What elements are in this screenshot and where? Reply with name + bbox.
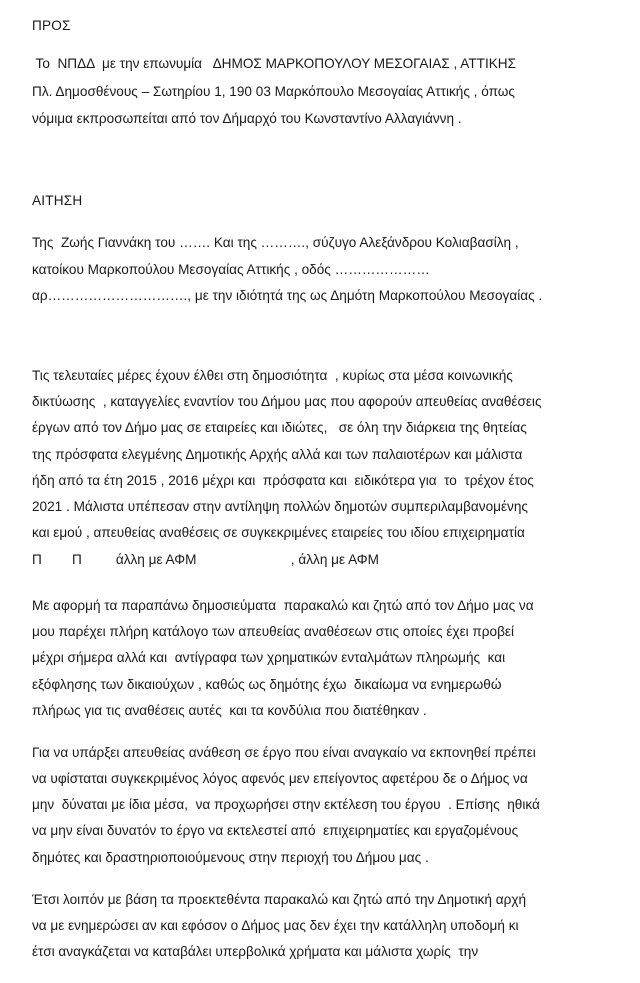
application-heading: ΑΙΤΗΣΗ — [32, 193, 83, 208]
paragraph3-line-2: να υφίσταται συγκεκριμένος λόγος αφενός μεν επείγοντος αφετέρου δε ο Δήμος να — [32, 771, 528, 786]
applicant-line-2: κατοίκου Μαρκοπούλου Μεσογαίας Αττικής , οδός ………………… — [32, 262, 430, 277]
paragraph3-line-4: να μην είναι δυνατόν το έργο να εκτελεστεί από επιχειρηματίες και εργαζομένους — [32, 823, 519, 838]
paragraph3-line-3: μην δύναται με ίδια μέσα, να προχωρήσει στην εκτέλεση του έργου . Επίσης ηθικά — [32, 797, 540, 812]
paragraph3-line-5: δημότες και δραστηριοποιούμενους στην περιοχή του Δήμου μας . — [32, 850, 429, 865]
paragraph1-line-7: και εμού , απευθείας αναθέσεις σε συγκεκριμένες εταιρείες του ιδίου επιχειρηματία — [32, 525, 525, 540]
paragraph1-line-3: έργων από τον Δήμο μας σε εταιρείες και ιδιώτες, σε όλη την διάρκεια της θητείας — [32, 420, 527, 435]
applicant-line-1: Της Ζωής Γιαννάκη του ……. Και της ………., σύζυγο Αλεξάνδρου Κολιαβασίλη , — [32, 235, 519, 250]
paragraph1-line-2: δικτύωσης , καταγγελίες εναντίον του Δήμου μας που αφορούν απευθείας αναθέσεις — [32, 394, 542, 409]
paragraph1-line-6: 2021 . Μάλιστα υπέπεσαν στην αντίληψη πολλών δημοτών συμπεριλαμβανομένης — [32, 499, 528, 514]
paragraph2-line-2: μου παρέχει πλήρη κατάλογο των απευθείας αναθέσεων στις οποίες έχει προβεί — [32, 624, 515, 639]
paragraph4-line-2: να με ενημερώσει αν και εφόσον ο Δήμος μας δεν έχει την κατάλληλη υποδομή κι — [32, 918, 519, 933]
paragraph2-line-1: Με αφορμή τα παραπάνω δημοσιεύματα παρακαλώ και ζητώ από τον Δήμο μας να — [32, 598, 534, 613]
recipient-line-3: νόμιμα εκπροσωπείται από τον Δήμαρχό του Κωνσταντίνο Αλλαγιάννη . — [32, 111, 462, 126]
paragraph3-line-1: Για να υπάρξει απευθείας ανάθεση σε έργο που είναι αναγκαίο να εκπονηθεί πρέπει — [32, 745, 536, 760]
recipient-line-1: Το ΝΠΔΔ με την επωνυμία ΔΗΜΟΣ ΜΑΡΚΟΠΟΥΛΟΥ ΜΕΣΟΓΑΙΑΣ , ΑΤΤΙΚΗΣ — [32, 56, 517, 71]
paragraph1-line-1: Τις τελευταίες μέρες έχουν έλθει στη δημοσιότητα , κυρίως στα μέσα κοινωνικής — [32, 368, 513, 383]
paragraph2-line-4: εξόφλησης των δικαιούχων , καθώς ως δημότης έχω δικαίωμα να ενημερωθώ — [32, 677, 502, 692]
recipient-line-2: Πλ. Δημοσθένους – Σωτηρίου 1, 190 03 Μαρκόπουλο Μεσογαίας Αττικής , όπως — [32, 84, 515, 99]
paragraph1-line-8: Π Π άλλη με ΑΦΜ , άλλη με ΑΦΜ — [32, 552, 379, 567]
paragraph2-line-5: πλήρως για τις αναθέσεις αυτές και τα κονδύλια που διατέθηκαν . — [32, 703, 427, 718]
paragraph4-line-1: Έτσι λοιπόν με βάση τα προεκτεθέντα παρακαλώ και ζητώ από την Δημοτική αρχή — [32, 892, 527, 907]
paragraph1-line-5: ήδη από τα έτη 2015 , 2016 μέχρι και πρόσφατα και ειδικότερα για το τρέχον έτος — [32, 473, 534, 488]
recipient-heading: ΠΡΟΣ — [32, 18, 71, 33]
applicant-line-3: αρ…………………………., με την ιδιότητά της ως Δημότη Μαρκοπούλου Μεσογαίας . — [32, 288, 543, 303]
paragraph2-line-3: μέχρι σήμερα αλλά και αντίγραφα των χρηματικών ενταλμάτων πληρωμής και — [32, 650, 506, 665]
paragraph1-line-4: της πρόσφατα ελεγμένης Δημοτικής Αρχής αλλά και των παλαιοτέρων και μάλιστα — [32, 447, 523, 462]
paragraph4-line-3: έτσι αναγκάζεται να καταβάλει υπερβολικά χρήματα και μάλιστα χωρίς την — [32, 944, 479, 959]
